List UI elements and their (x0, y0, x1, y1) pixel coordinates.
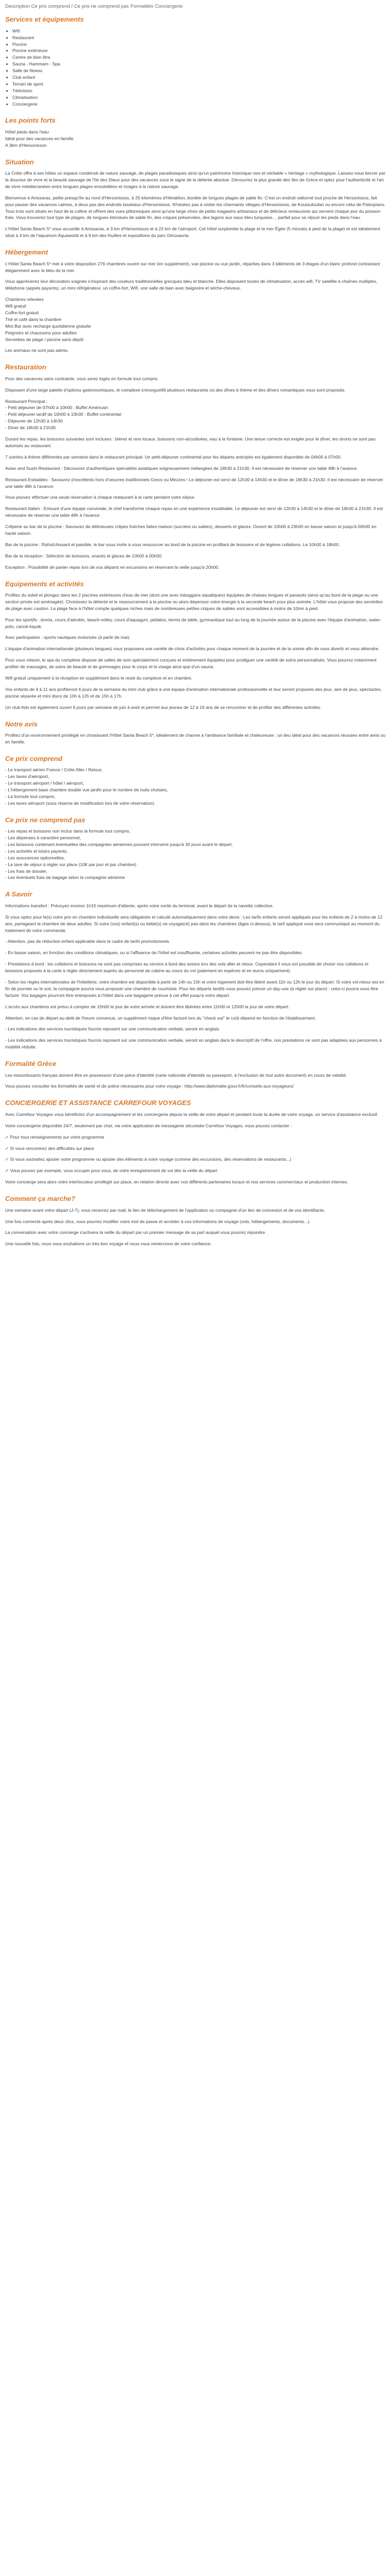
ne-comprend-item: - La taxe de séjour à régler sur place (10€ par jour et par chambre) (5, 861, 137, 867)
comment-body (5, 1207, 386, 1248)
conciergerie-paragraph: Avec Carrefour Voyages vous bénéficiez d'un accompagnement et les conciergerie depuis la veille de votre départ et pendant toute la durée de votre voyage, un service d'assistance exclusif. (5, 1111, 379, 1117)
conciergerie-paragraph: ✓ Vous pouvez par exemple, vous occuper pour vous, de votre enregistrement de vol dès la veille du départ (5, 1168, 218, 1174)
restaurant-boissons: Durant les repas, les boissons suivantes sont incluses : bières et vins locaux, boissons non-alcoolisées, eau à la fontaine. Une tenue correcte est exigée pour le dîner, les shorts ne sont pas autorisés au restaurant. (5, 436, 376, 448)
services-title: Services et équipements (5, 15, 84, 24)
ne-comprend-item: - Les dépenses à caractère personnel, (5, 835, 81, 841)
page (0, 0, 391, 1262)
breadcrumb-item[interactable]: Description (5, 4, 30, 9)
creperie: Crêperie au bar de la piscine : Savourez de délicieuses crêpes fraîches faites maison (sucrées ou salées), desserts et glaces. Ouvert de 10h00 à 23h00 en basse saison et jusqu'à 00h00 en haute saison. (5, 524, 377, 536)
chambre-feature: Thé et café dans la chambre (5, 316, 61, 322)
situation-paragraph: L'Hôtel Santa Beach 5* vous accueille à Anissaras, à 3 km d'Hersonissos et à 22 km de l'aéroport. Cet hôtel surplombe la plage et la mer Égée (5 minutes à pied de la plage) et est idéalement situé à 4 km de l'aquarium Aquaworld et à 9 km des fouilles et expositions du parc Dinosauria. (5, 226, 380, 239)
service-item: • Club enfant (12, 74, 386, 81)
restauration-paragraph: Pour des vacances sans contrainte, vous serez logés en formule tout compris. (5, 376, 159, 381)
equipement-paragraph: L'équipe d'animation internationale (plusieurs langues) vous proposera une variété de choix d'activités pour chaque moment de la journée et de la soirée afin de vous divertir et vous détendre. (5, 646, 380, 652)
service-item: • Salle de fitness (12, 67, 386, 74)
conciergerie-paragraph: Votre conciergerie disponible 24/7, seulement par chat, via votre application de messagerie sécurisée Carrefour Voyages, vous pouvez contacter : (5, 1123, 292, 1128)
service-item: • Terrain de sport (12, 81, 386, 88)
breadcrumb (5, 3, 386, 10)
bar-reception: Bar de la réception : Sélection de boissons, snacks et glaces de 10h00 à 00h00. (5, 553, 163, 558)
ne-comprend-item: - Les éventuels frais de bagage selon la compagnie aérienne (5, 875, 125, 880)
comprend-item: - Le transport aérien France / Crète Aller / Retour, (5, 767, 103, 773)
points-forts-list (5, 129, 386, 149)
comprend-list (5, 767, 386, 806)
comprend-item: - La formule tout compris, (5, 793, 56, 799)
services-list (5, 28, 386, 108)
equipement-paragraph: Un club Ado est également ouvert 6 jours par semaine de juin à août et permet aux jeunes de 12 à 16 ans de se rencontrer et de profiter des différentes activités. (5, 704, 321, 710)
equipements-title: Equipements et activités (5, 580, 84, 588)
formalite-paragraph: Les ressortissants français doivent être en possession d'une pièce d'identité (carte nationale d'identité ou passeport, à l'exclusion de tout autre document) en cours de validité. (5, 1072, 347, 1078)
service-item: • Restaurant (12, 35, 386, 41)
comprend-item: - Le transport aéroport / hôtel / aéroport, (5, 781, 84, 786)
restaurant-principal-line: - Déjeuner de 12h30 à 14h30 (5, 418, 63, 424)
hebergement-paragraph: Vous apprécierez leur décoration soignée s'inspirant des couleurs traditionnelles grecques bleu et blanche. Elles disposent toutes de climatisation, accès wifi, TV satellite à chaînes multiples, téléphone (appels payants), un mini réfrigérateur, un coffre-fort, Wifi, une salle de bain avec baignoire et sèche-cheveux. (5, 279, 378, 291)
point-fort-item: A 3km d'Hersonissos (5, 142, 46, 148)
service-item: • Télévision (12, 88, 386, 94)
points-forts-title: Les points forts (5, 116, 56, 125)
restaurant-principal-line: - Petit déjeuner tardif de 10h00 à 10h30 : Buffet continental (5, 412, 121, 417)
equipement-paragraph: Vos enfants de 4 à 11 ans profiteront 6 jours de la semaine du mini club grâce à une équipe d'animation internationale professionnelle et leur seront proposés des jeux, aire de jeux, spectacles, piscine séparée et mini disco de 10h à 12h et de 15h à 17h. (5, 686, 382, 699)
comprend-item: - Les taxes aéroport (sous réserve de modification lors de votre réservation). (5, 800, 155, 806)
restauration-intro (5, 376, 386, 394)
conciergerie-paragraph: ✓ Si vous souhaitez ajouter votre programme ou ajouter des éléments à votre voyage (comme des excursions, des réservations de restaurants...) (5, 1157, 291, 1162)
equipement-paragraph: Avec participation : sports nautiques motorisés (à partir de mai). (5, 635, 131, 640)
restauration-paragraph: Disposant d'une large palette d'options gastronomiques, le complexe s'enorgueillit plusieurs restaurants où des dînes à thème et des dîners romantiques vous sont proposés. (5, 387, 346, 393)
ne-comprend-list (5, 828, 386, 881)
conciergerie-body (5, 1111, 386, 1185)
breadcrumb-item[interactable]: Ce prix ne comprend pas (74, 4, 129, 9)
service-item: • Piscine (12, 41, 386, 48)
restaurant-principal-line: Restaurant Principal : (5, 398, 48, 404)
restaurant-principal-line: - Dîner de 18h30 à 21h30 (5, 425, 56, 431)
equipement-paragraph: Pour vous relaxer, le spa du complexe dispose de salles de soin spécialement conçues et entièrement équipées pour prodiguer une variété de soins personnalisés. Vous pourrez notamment profiter de massages, de soins de beauté et de gommages pour le corps et le visage ainsi que d'un sauna. (5, 657, 377, 670)
equipement-paragraph: Pour les sportifs : tennis, cours d'aérobic, beach-volley, cours d'aquagym, pédalos, tennis de table, gymnastique tout au long de la journée autour de la piscine avec l'équipe d'animation, water-polo, canoë-kayak. (5, 617, 382, 629)
chambre-feature: Coffre-fort gratuit (5, 310, 39, 315)
chambre-feature: Mini Bar avec recharge quotidienne gratuite (5, 323, 91, 329)
formalite-body (5, 1072, 386, 1090)
a-savoir-paragraph: - Prestations à bord : les collations et boissons ne sont pas comprises au service à bord des avions lors des vols aller et retour. Cependant il vous est possible de choisir vos collations et boissons proposés à la carte à régler directement auprès du personnel de cabine au cours du vol (paiement en espèces et en euros uniquement). (5, 961, 369, 974)
point-fort-item: Idéal pour des vacances en famille (5, 135, 74, 141)
chambre-feature: Peignoirs et chaussons pour adultes (5, 330, 77, 335)
comment-paragraph: Une nouvelle fois, nous vous souhaitons un très bon voyage et nous vous remercions de votre confiance. (5, 1241, 212, 1247)
ne-comprend-title: Ce prix ne comprend pas (5, 816, 86, 824)
ne-comprend-item: - Les assurances optionnelles, (5, 855, 66, 860)
equipement-paragraph: Profitez du soleil et plongez dans les 2 piscines extérieures d'eau de mer (dont une avec toboggans aquatiques) équipées de chaises longues et parasols (ainsi qu'au bord de la plage ou une section privée est aménagée). Choisissez la détente et le ressourcement à la piscine ou alors dépensez votre énergie à la seconde beach pour plus animée. L'hôtel vous propose des serviettes de plage avec caution. La plage face à l'hôtel compte quelques niches mais de nombreuses petites criques de sables sont accessibles à moins de 10mn à pied. (5, 592, 383, 611)
chambre-feature: Serviettes de plage / piscine sans dépôt (5, 336, 84, 342)
ne-comprend-item: - Les boissons contenant éventuelles des compagnies aériennes pouvant intervenir jusqu'à 30 jours avant le départ, (5, 842, 233, 847)
situation-body (5, 170, 386, 239)
restaurant-principal-line: - Petit déjeuner de 07h00 à 10h00 : Buffet Américain (5, 405, 108, 411)
reservation-note: Vous pouvez effectuer une seule réservation à chaque restaurant à la carte pendant votre séjour. (5, 495, 196, 500)
hebergement-title: Hébergement (5, 248, 48, 257)
animaux-note: Les animaux ne sont pas admis. (5, 348, 69, 353)
service-item: • Centre de bien être (12, 54, 386, 61)
chambres-list (5, 296, 386, 343)
restaurant-italien: Restaurant Italien : Entouré d'une équipe conviviale, le chef transforme chaque repas en une expérience inoubliable. Le déjeuner est servi de 12h30 à 14h30 et le dîner de 18h30 à 21h30. Il est nécessaire de réserver une table 48h à l'avance. (5, 506, 383, 518)
conciergerie-paragraph: ✓ Pour tous renseignements sur votre programme (5, 1134, 105, 1140)
a-savoir-body (5, 903, 386, 1050)
comment-paragraph: Une fois connecté après deux clics, vous pourrez modifier votre mot de passe et accéder à vos informations de voyage (vols, hébergements, documents...). (5, 1218, 311, 1224)
a-savoir-paragraph: L'accès aux chambres est prévu à compter de 15h00 le jour de votre arrivée et doivent être libérées entre 11h00 et 12h00 le jour de votre départ. (5, 1004, 289, 1009)
situation-paragraph: Bienvenue à Anissaras, petite presqu'île au nord d'Hersonissos, à 25 kilomètres d'Héraklion, bordée de longues plages de sable fin. C'est un endroit vallonné tout proche de Hersonissos, fait pour passer des vacances calmes, à deux pas des endroits bouleaux d'Hersonissos. N'hésitez pas à visiter les charmants villages d'Hersonissos, de Koutouloufari ou encore celui de Piskopiano. Tous trois sont situés en haut de la colline et offrent des vues pittoresques ainsi qu'une large choix de petits magasins artisanaux et de délicieux restaurants qui servent chaque jour du poisson frais. Vous trouverez tout type de plages, de longues étendues de sable fin, des criques préservées, des lagons aux eaux bleu turquoise… parfait pour se réjouir les pieds dans l'eau. (5, 195, 386, 221)
a-savoir-paragraph: - Attention, pas de réduction enfant applicable dans le cadre de tarifs promotionnels. (5, 939, 171, 944)
restaurant-asian: Asian and Sushi Restaurant : Découvrez d'authentiques spécialités asiatiques soigneusement mélangées de 18h30 à 21h30. Il est nécessaire de réserver une table 48h à l'avance. (5, 465, 358, 471)
comment-paragraph: La conversation avec votre concierge s'activera la veille du départ par un premier message de sa part auquel vous pourrez répondre. (5, 1230, 267, 1235)
comment-paragraph: Une semaine avant votre départ (J-7), vous recevrez par mail, le lien de téléchargement de l'application ou compagnie d'un lien de connexion et de vos identifiants. (5, 1207, 325, 1213)
formalite-title: Formalité Grèce (5, 1060, 56, 1068)
formalite-paragraph: Vous pouvez consulter les formalités de santé et de police nécessaires pour votre voyage : http://www.diplomatie.gouv.fr/fr/conseils-aux-voyageurs/ (5, 1083, 294, 1089)
comprend-item: - L'hébergement base chambre double vue jardin pour le nombre de nuits choisies, (5, 787, 168, 793)
a-savoir-paragraph: - Selon les règles internationales de l'hôtellerie, votre chambre est disponible à partir de 14h ou 15h et votre logement doit être libéré avant 11h ou 12h le jour du départ. Si votre vol retour est en fin de journée ou le soir, la compagnie pourra vous proposer une chambre de courtoisie. Pour les départs tardifs vous pouvez prévoir un day-use (à régler sur place) : celui-ci pourra vous être facturé. Vos bagages pourront être entreposés à l'hôtel dans une bagagerie prévue à cet effet jusqu'à votre départ. (5, 979, 384, 998)
hebergement-body (5, 261, 386, 292)
a-savoir-paragraph: Attention, en cas de départ au-delà de l'heure convenue, un supplément risque d'être facturé lors du "check out" le coût dépend en fonction de l'établissement. (5, 1015, 316, 1021)
ne-comprend-item: - Les frais de dossier, (5, 868, 47, 874)
chambre-feature: Chambres relevées (5, 297, 44, 302)
equipements-body (5, 592, 386, 711)
a-savoir-paragraph: Informations transfert : Prévoyez environ 1h15 maximum d'attente, après votre sortie du terminal, avant le départ de la navette collective. (5, 903, 274, 908)
comprend-item: - Les taxes d'aéroport, (5, 774, 50, 779)
a-savoir-paragraph: Si vous optez pour le(s) votre prix en chambre individuelle sera obligatoire et calculé automatiquement dans votre devis : Les tarifs enfants seront appliqués pour les enfants de 2 à moins de 12 ans, partageant la chambre de deux adultes. Si votre (vos) enfant(s) ou bébé(s) ne voyage(nt) pas dans les chambres (âges ci-dessus), le tarif appliqué vous sera communiqué au moment du traitement de votre commande. (5, 914, 383, 933)
situation-title: Situation (5, 158, 34, 166)
a-savoir-paragraph: - Les indications des services touristiques fournis reposent sur une communication verbale, seront en anglais dans le descriptif de l'offre, nos prestations ne sont pas adaptées aux personnes à mobilité réduite. (5, 1038, 382, 1050)
a-savoir-paragraph: - En basse saison, en fonction des conditions climatiques, ou si l'affluence de l'hôtel est insuffisante, certaines activités peuvent ne pas être disponibles. (5, 950, 303, 956)
breadcrumb-item[interactable]: Ce prix comprend / (31, 4, 73, 9)
breadcrumb-item[interactable]: Formalités (130, 4, 154, 9)
conciergerie-paragraph: Votre concierge sera alors votre interlocuteur privilégié sur place, en relation directe avec nos différents partenaires locaux et nos services commerciaux et production internes. (5, 1179, 349, 1185)
ne-comprend-item: - Les repas et boissons non inclus dans la formule tout compris, (5, 828, 131, 834)
chambre-feature: Wifi gratuit (5, 303, 26, 309)
a-savoir-title: A Savoir (5, 890, 32, 899)
service-item: • Sauna - Hammam - Spa (12, 61, 386, 67)
conciergerie-title: CONCIERGERIE ET ASSISTANCE CARREFOUR VOYAGES (5, 1099, 191, 1107)
a-savoir-paragraph: - Les indications des services touristiques fournis reposent sur une communication verbale, seront en anglais (5, 1026, 219, 1032)
comment-title: Comment ça marche? (5, 1195, 75, 1203)
situation-paragraph: La Crète offre à ses hôtes un espace condensé de nature sauvage, de plages paradisiaques ainsi qu'un patrimoine historique rare et véritable « héritage » mythologique. Laissez-vous bercer par la douceur de vivre et la beauté sauvage de l'île des Dieux pour des vacances sous le signe de la détente absolue. Découvrez la plus grande des îles de Grèce et optez pour l'authenticité et l'art de vivre méditerranéen entre longues plages ensoleillées et rivages à la nature sauvage. (5, 171, 386, 189)
hebergement-paragraph: L'Hôtel Santa Beach 5* met à votre disposition 276 chambres ouvert sur mer (en supplément), vue piscine ou vue jardin, réparties dans 3 bâtiments de 3 étages d'un blanc profond contrastant élégamment avec le bleu de la mer. (5, 261, 380, 273)
restaurant-estiaddes: Restaurant Estiaddes : Savourez d'excellents hors d'oeuvres traditionnels Grecs ou Mezzes ! Le déjeuner est servi de 12h30 à 14h30 et le dîner de 18h30 à 21h30. Il est nécessaire de réserver une table 48h à l'avance. (5, 477, 383, 489)
restaurant-principal (5, 398, 386, 431)
restauration-title: Restauration (5, 363, 46, 371)
service-item: • Piscine extérieure (12, 47, 386, 54)
comprend-title: Ce prix comprend (5, 754, 62, 762)
point-fort-item: Hôtel pieds dans l'eau (5, 129, 49, 134)
breadcrumb-item[interactable]: Conciergerie (155, 4, 183, 9)
avis-title: Notre avis (5, 720, 38, 728)
conciergerie-paragraph: ✓ Si vous rencontrez des difficultés sur place (5, 1145, 94, 1151)
exception-note: Exception : Possibilité de panier repas lors de vos départs en excursions en réservant la veille jusqu'à 20h00. (5, 564, 220, 570)
service-item: • Climatisation (12, 94, 386, 101)
service-item: • Conciergerie (12, 101, 386, 108)
equipement-paragraph: Wifi gratuit uniquement à la réception en supplément dans le reste du complexe et en chambre. (5, 675, 193, 681)
avis-text: Profitez d'un environnement privilégié en choisissant l'Hôtel Santa Beach 5*, idéalement de charme à l'ambiance familiale et chaleureuse ; un lieu idéal pour des vacances réussies entre amis ou en famille. (5, 733, 386, 744)
restaurant-theme: 7 soirées à thème différentes par semaine dans le restaurant principal. Un petit-déjeuner continental pour les départs anticipés est également disponible de 04h00 à 07h00. (5, 454, 342, 460)
ne-comprend-item: - Les activités et loisirs payants, (5, 848, 68, 854)
bar-piscine: Bar de la piscine : Rafraîchissant et paisible, le bar vous invite à vous ressourcer au bord de la piscine en profitant de boissons et de légères collations. Le 10h00 à 18h00. (5, 541, 340, 547)
service-item: • Wifi (12, 28, 386, 35)
